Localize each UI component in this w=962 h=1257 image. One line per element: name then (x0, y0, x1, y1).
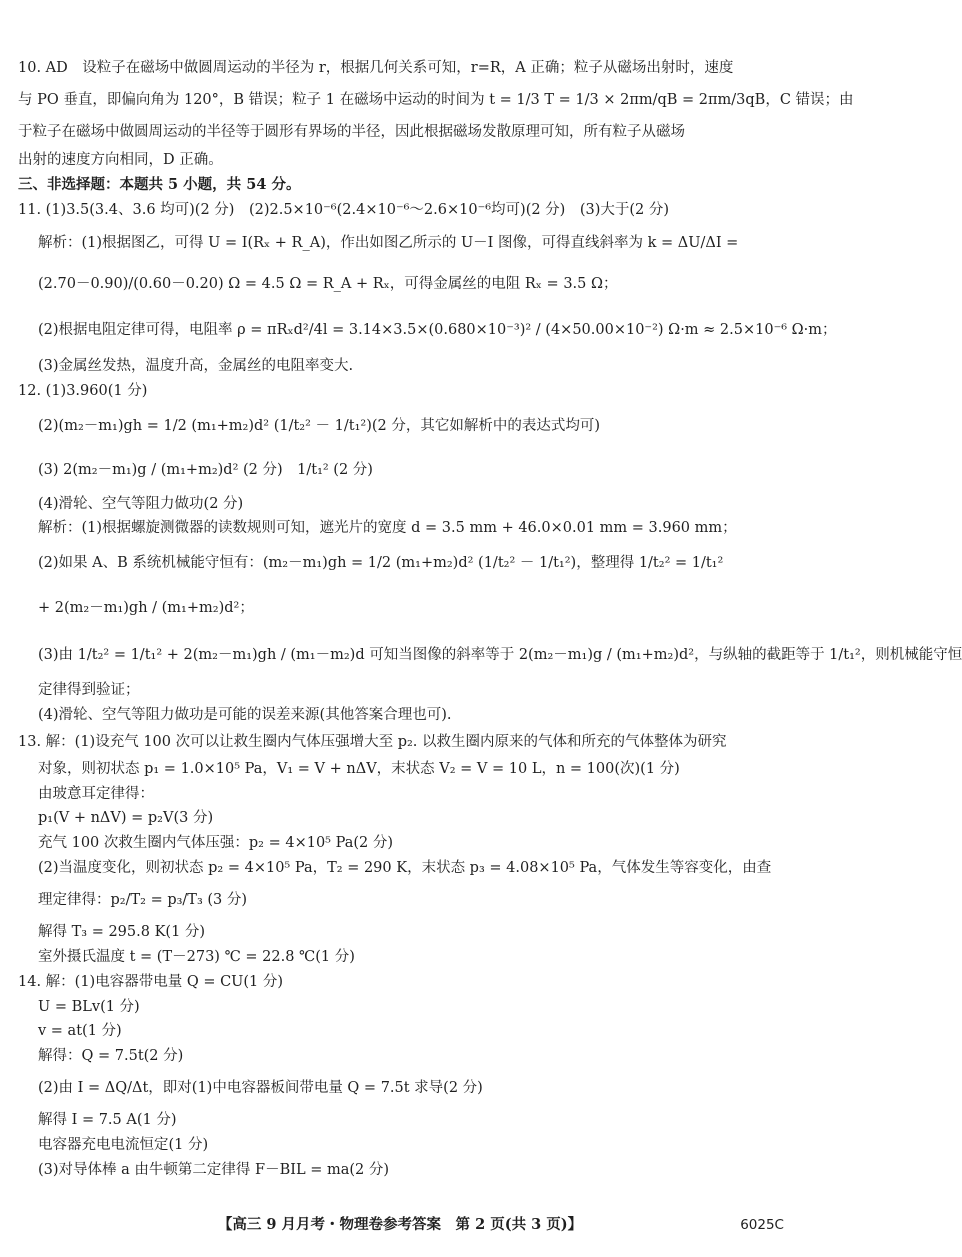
text-line: 于粒子在磁场中做圆周运动的半径等于圆形有界场的半径，因此根据磁场发散原理可知，所有粒子从磁场 (18, 124, 685, 140)
text-line: 解得 I = 7.5 A(1 分) (38, 1112, 177, 1128)
text-line: 解得：Q = 7.5t(2 分) (38, 1048, 184, 1064)
text-line: 充气 100 次救生圈内气体压强：p₂ = 4×10⁵ Pa(2 分) (38, 835, 394, 851)
text-line: 13. 解：(1)设充气 100 次可以让救生圈内气体压强增大至 p₂. 以救生圈内原来的气体和所充的气体整体为研究 (18, 734, 727, 750)
text-line: (2)由 I = ΔQ/Δt，即对(1)中电容器板间带电量 Q = 7.5t 求导(2 分) (38, 1080, 483, 1096)
text-line: 解得 T₃ = 295.8 K(1 分) (38, 924, 206, 940)
text-line: 10. AD 设粒子在磁场中做圆周运动的半径为 r，根据几何关系可知，r=R，A 正确；粒子从磁场出射时，速度 (18, 60, 734, 76)
text-line: (4)滑轮、空气等阻力做功(2 分) (38, 496, 244, 512)
text-line: 由玻意耳定律得： (38, 786, 154, 802)
text-line: 对象，则初状态 p₁ = 1.0×10⁵ Pa，V₁ = V + nΔV，末状态 V₂ = V = 10 L，n = 100(次)(1 分) (38, 761, 680, 777)
text-line: 定律得到验证； (38, 682, 140, 698)
text-line: (3) 2(m₂－m₁)g / (m₁+m₂)d² (2 分) 1/t₁² (2 分) (38, 462, 373, 478)
text-line: v = at(1 分) (38, 1023, 122, 1039)
text-line: (3)金属丝发热，温度升高，金属丝的电阻率变大. (38, 358, 354, 374)
text-line: (2)如果 A、B 系统机械能守恒有：(m₂－m₁)gh = 1/2 (m₁+m₂)d² (1/t₂² － 1/t₁²)，整理得 1/t₂² = 1/t₁² (38, 555, 724, 571)
footer-title: 【高三 9 月月考・物理卷参考答案 第 2 页(共 3 页)】 (217, 1216, 583, 1233)
text-line: 12. (1)3.960(1 分) (18, 383, 148, 399)
text-line: 解析：(1)根据图乙，可得 U = I(Rₓ + R_A)，作出如图乙所示的 U－I 图像，可得直线斜率为 k = ΔU/ΔI = (38, 235, 739, 251)
text-line: (2)根据电阻定律可得，电阻率 ρ = πRₓd²/4l = 3.14×3.5×(0.680×10⁻³)² / (4×50.00×10⁻²) Ω·m ≈ 2.5×10⁻⁶ Ω·m； (38, 322, 837, 338)
text-line: 电容器充电电流恒定(1 分) (38, 1137, 209, 1153)
text-line: 三、非选择题：本题共 5 小题，共 54 分。 (18, 176, 301, 193)
text-line: 理定律得：p₂/T₂ = p₃/T₃ (3 分) (38, 892, 248, 908)
text-line: (2)(m₂－m₁)gh = 1/2 (m₁+m₂)d² (1/t₂² － 1/t₁²)(2 分，其它如解析中的表达式均可) (38, 418, 601, 434)
text-line: (3)对导体棒 a 由牛顿第二定律得 F－BIL = ma(2 分) (38, 1162, 389, 1178)
text-line: + 2(m₂－m₁)gh / (m₁+m₂)d²； (38, 600, 254, 616)
text-line: 室外摄氏温度 t = (T－273) ℃ = 22.8 ℃(1 分) (38, 949, 355, 965)
text-line: 11. (1)3.5(3.4、3.6 均可)(2 分) (2)2.5×10⁻⁶(2.4×10⁻⁶～2.6×10⁻⁶均可)(2 分) (3)大于(2 分) (18, 202, 670, 218)
text-line: 14. 解：(1)电容器带电量 Q = CU(1 分) (18, 974, 284, 990)
text-line: 解析：(1)根据螺旋测微器的读数规则可知，遮光片的宽度 d = 3.5 mm + 46.0×0.01 mm = 3.960 mm； (38, 520, 737, 536)
text-line: 出射的速度方向相同，D 正确。 (18, 152, 223, 168)
text-line: 与 PO 垂直，即偏向角为 120°，B 错误；粒子 1 在磁场中运动的时间为 t = 1/3 T = 1/3 × 2πm/qB = 2πm/3qB，C 错误；由 (18, 92, 854, 108)
text-line: (3)由 1/t₂² = 1/t₁² + 2(m₂－m₁)gh / (m₁－m₂)d 可知当图像的斜率等于 2(m₂－m₁)g / (m₁+m₂)d²，与纵轴的截距等于 1/t₁²，则机械能守恒 (38, 647, 962, 663)
text-line: (4)滑轮、空气等阻力做功是可能的误差来源(其他答案合理也可). (38, 707, 452, 723)
footer-code: 6025C (740, 1217, 784, 1233)
page-footer (0, 1211, 800, 1239)
text-line: U = BLv(1 分) (38, 999, 140, 1015)
text-line: p₁(V + nΔV) = p₂V(3 分) (38, 810, 214, 826)
text-line: (2.70－0.90)/(0.60－0.20) Ω = 4.5 Ω = R_A + Rₓ，可得金属丝的电阻 Rₓ = 3.5 Ω； (38, 276, 618, 292)
text-line: (2)当温度变化，则初状态 p₂ = 4×10⁵ Pa，T₂ = 290 K，末状态 p₃ = 4.08×10⁵ Pa，气体发生等容变化，由查 (38, 860, 772, 876)
